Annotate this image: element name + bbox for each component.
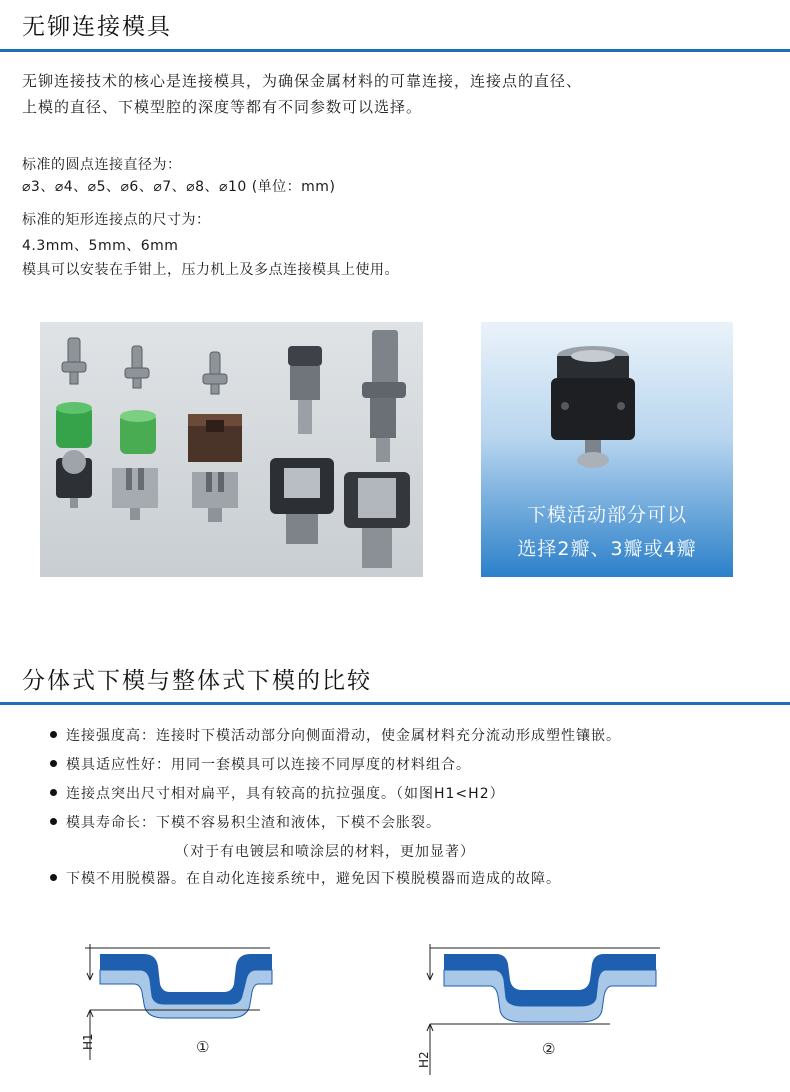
section2-title: 分体式下模与整体式下模的比较 xyxy=(22,668,372,694)
list-item xyxy=(50,868,770,897)
bullet-dot xyxy=(50,760,57,767)
bullet-dot xyxy=(50,731,57,738)
h2-label: H2 xyxy=(417,1051,431,1068)
diagram-2-number: ② xyxy=(542,1040,556,1058)
intro-line-1: 无铆连接技术的核心是连接模具，为确保金属材料的可靠连接，连接点的直径、 xyxy=(22,72,583,90)
photo-caption-line-1: 下模活动部分可以 xyxy=(526,504,687,526)
bullet-dot xyxy=(50,874,57,881)
comparison-list xyxy=(50,725,770,897)
section1-title: 无铆连接模具 xyxy=(22,14,172,40)
list-item xyxy=(50,812,770,841)
h1-label: H1 xyxy=(81,1033,95,1050)
section1-rule xyxy=(0,49,790,52)
bullet-text: 模具寿命长：下模不容易积尘渣和液体，下模不会胀裂。 xyxy=(66,815,441,831)
cross-section-diagrams xyxy=(60,940,760,1090)
list-item xyxy=(50,725,770,754)
bullet-text: 下模不用脱模器。在自动化连接系统中，避免因下模脱模器而造成的故障。 xyxy=(66,871,561,887)
bullet-text: 连接强度高：连接时下模活动部分向侧面滑动，使金属材料充分流动形成塑性镶嵌。 xyxy=(66,728,621,744)
diagram-h1 xyxy=(81,944,272,1060)
list-item xyxy=(50,783,770,812)
list-item xyxy=(50,754,770,783)
bullet-text: 模具适应性好：用同一套模具可以连接不同厚度的材料组合。 xyxy=(66,757,471,773)
diagram-1-number: ① xyxy=(196,1038,210,1056)
bullet-dot xyxy=(50,818,57,825)
round-heading: 标准的圆点连接直径为： xyxy=(22,157,182,173)
round-values: ⌀3、⌀4、⌀5、⌀6、⌀7、⌀8、⌀10 (单位：mm) xyxy=(22,179,336,195)
rect-values: 4.3mm、5mm、6mm xyxy=(22,238,179,254)
section2-rule xyxy=(0,702,790,705)
tooling-photo xyxy=(40,322,423,577)
bullet-dot xyxy=(50,789,57,796)
usage-text: 模具可以安装在手钳上，压力机上及多点连接模具上使用。 xyxy=(22,262,399,278)
bullet-text: 连接点突出尺寸相对扁平，具有较高的抗拉强度。（如图H1<H2） xyxy=(66,786,505,802)
diagram-h2 xyxy=(417,944,660,1075)
photo-caption-line-2: 选择2瓣、3瓣或4瓣 xyxy=(517,538,697,560)
bullet-subnote: （对于有电镀层和喷涂层的材料，更加显著） xyxy=(175,844,475,860)
rect-heading: 标准的矩形连接点的尺寸为： xyxy=(22,212,211,228)
intro-line-2: 上模的直径、下模型腔的深度等都有不同参数可以选择。 xyxy=(22,98,423,116)
split-die-photo xyxy=(481,322,733,577)
tooling-illustration xyxy=(40,322,423,577)
list-item-note xyxy=(50,841,770,868)
